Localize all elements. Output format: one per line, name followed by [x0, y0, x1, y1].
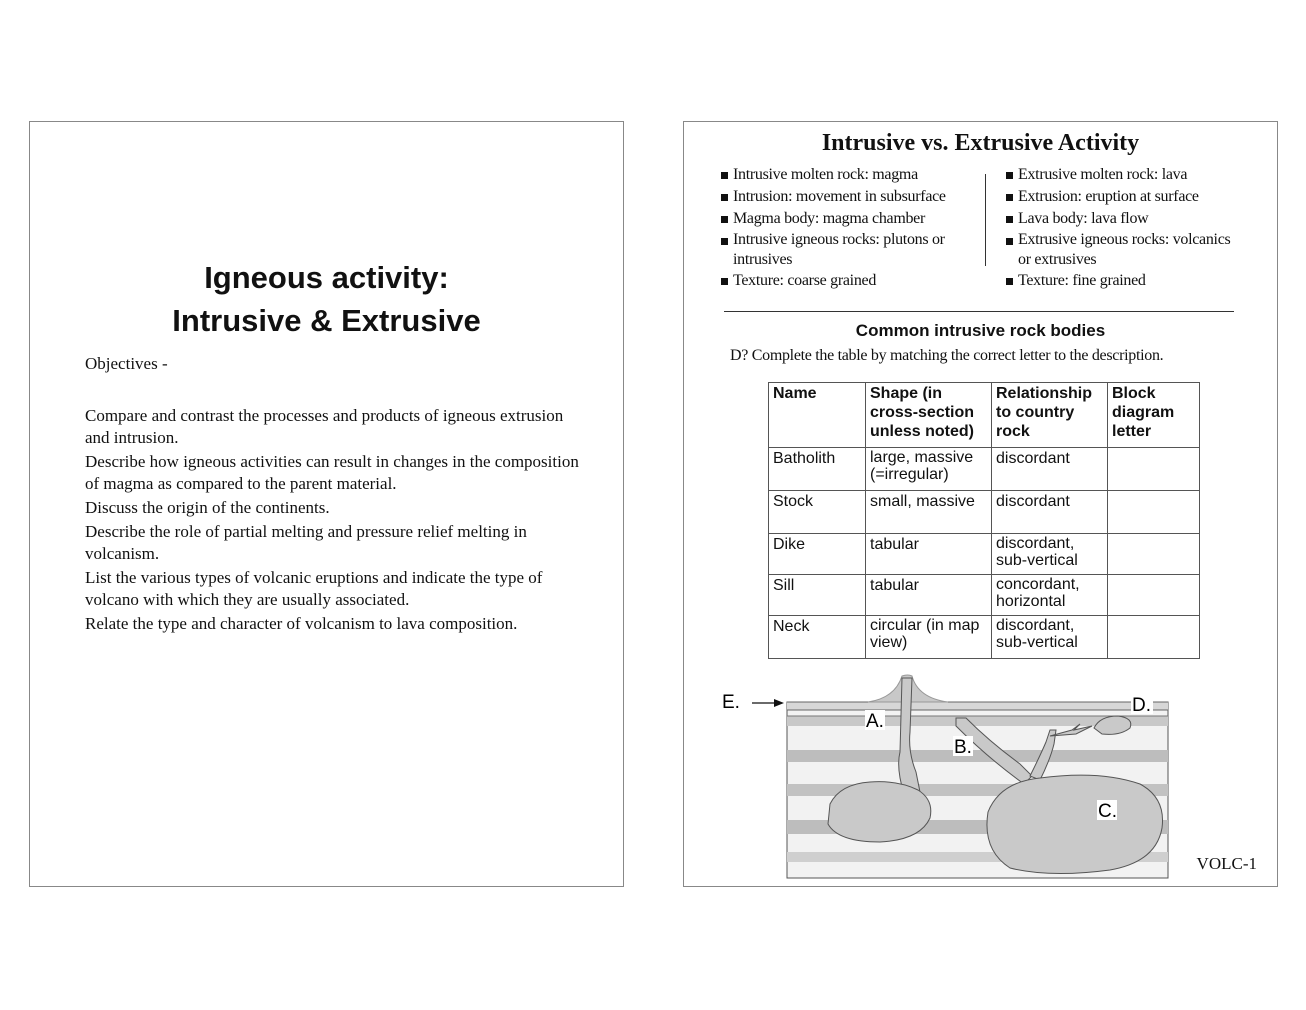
title-line-2: Intrusive & Extrusive	[172, 303, 481, 338]
table-cell: Sill	[769, 575, 866, 616]
batholith-c	[987, 775, 1163, 873]
table-row	[769, 491, 1200, 534]
table-header-cell: Relationship to country rock	[992, 383, 1108, 448]
instruction-text: D? Complete the table by matching the correct letter to the description.	[730, 347, 1164, 364]
answer-cell[interactable]	[1108, 616, 1200, 659]
intrusive-item: Texture: coarse grained	[720, 270, 982, 292]
table-row	[769, 534, 1200, 575]
answer-cell[interactable]	[1108, 534, 1200, 575]
table-cell: circular (in map view)	[866, 616, 992, 659]
footer-code: VOLC-1	[1196, 854, 1257, 873]
table-cell: discordant, sub-vertical	[992, 534, 1108, 575]
table-header-cell: Block diagram letter	[1108, 383, 1200, 448]
table-cell: discordant, sub-vertical	[992, 616, 1108, 659]
slide-title	[30, 256, 623, 342]
rock-bodies-table	[768, 382, 1200, 659]
intrusive-item: Intrusive igneous rocks: plutons or intrusives	[720, 230, 982, 270]
extrusive-item: Extrusion: eruption at surface	[1005, 186, 1235, 208]
table-row	[769, 448, 1200, 491]
diagram-label-c: C.	[1098, 801, 1117, 822]
objective-item: Compare and contrast the processes and products of igneous extrusion and intrusion.	[85, 406, 564, 447]
table-row	[769, 575, 1200, 616]
stratum	[787, 750, 1168, 762]
table-cell: Neck	[769, 616, 866, 659]
stock-body	[828, 782, 931, 842]
table-cell: large, massive (=irregular)	[866, 448, 992, 491]
extrusive-item: Extrusive igneous rocks: volcanics or extrusives	[1005, 230, 1235, 270]
section-divider	[724, 311, 1234, 312]
answer-cell[interactable]	[1108, 491, 1200, 534]
diagram-label-d: D.	[1132, 695, 1151, 716]
intrusive-item: Intrusion: movement in subsurface	[720, 186, 982, 208]
objectives-list	[85, 405, 585, 637]
block-diagram	[720, 672, 1250, 882]
table-header-cell: Name	[769, 383, 866, 448]
intrusive-item: Magma body: magma chamber	[720, 208, 982, 230]
intrusive-item: Intrusive molten rock: magma	[720, 164, 982, 186]
slide-objectives	[29, 121, 624, 887]
arrow-head-icon	[774, 699, 784, 707]
table-cell: tabular	[866, 575, 992, 616]
extrusive-item: Texture: fine grained	[1005, 270, 1235, 292]
table-cell: discordant	[992, 448, 1108, 491]
objective-item: List the various types of volcanic eruptions and indicate the type of volcano with which they are usually associated.	[85, 568, 543, 609]
table-header-row	[769, 383, 1200, 448]
table-cell: tabular	[866, 534, 992, 575]
title-line-1: Igneous activity:	[204, 260, 449, 295]
column-divider	[985, 174, 986, 266]
table-cell: Dike	[769, 534, 866, 575]
objective-item: Describe the role of partial melting and pressure relief melting in volcanism.	[85, 522, 527, 563]
objective-item: Discuss the origin of the continents.	[85, 498, 330, 517]
intrusive-list	[720, 164, 982, 292]
table-cell: Batholith	[769, 448, 866, 491]
slide-title: Intrusive vs. Extrusive Activity	[821, 130, 1140, 156]
extrusive-item: Extrusive molten rock: lava	[1005, 164, 1235, 186]
stratum	[787, 702, 1168, 710]
extrusive-item: Lava body: lava flow	[1005, 208, 1235, 230]
table-row	[769, 616, 1200, 659]
table-cell: Stock	[769, 491, 866, 534]
table-cell: concordant, horizontal	[992, 575, 1108, 616]
answer-cell[interactable]	[1108, 448, 1200, 491]
objectives-heading: Objectives -	[85, 354, 168, 373]
table-cell: discordant	[992, 491, 1108, 534]
answer-cell[interactable]	[1108, 575, 1200, 616]
slide-intrusive-extrusive	[683, 121, 1278, 887]
diagram-label-a: A.	[866, 711, 884, 732]
section-subheading: Common intrusive rock bodies	[855, 321, 1106, 340]
objective-item: Describe how igneous activities can result in changes in the composition of magma as compared to the parent material.	[85, 452, 579, 493]
table-header-cell: Shape (in cross-section unless noted)	[866, 383, 992, 448]
diagram-label-e: E.	[722, 692, 740, 713]
extrusive-list	[1005, 164, 1235, 292]
objective-item: Relate the type and character of volcanism to lava composition.	[85, 614, 518, 633]
table-cell: small, massive	[866, 491, 992, 534]
diagram-label-b: B.	[954, 737, 972, 758]
